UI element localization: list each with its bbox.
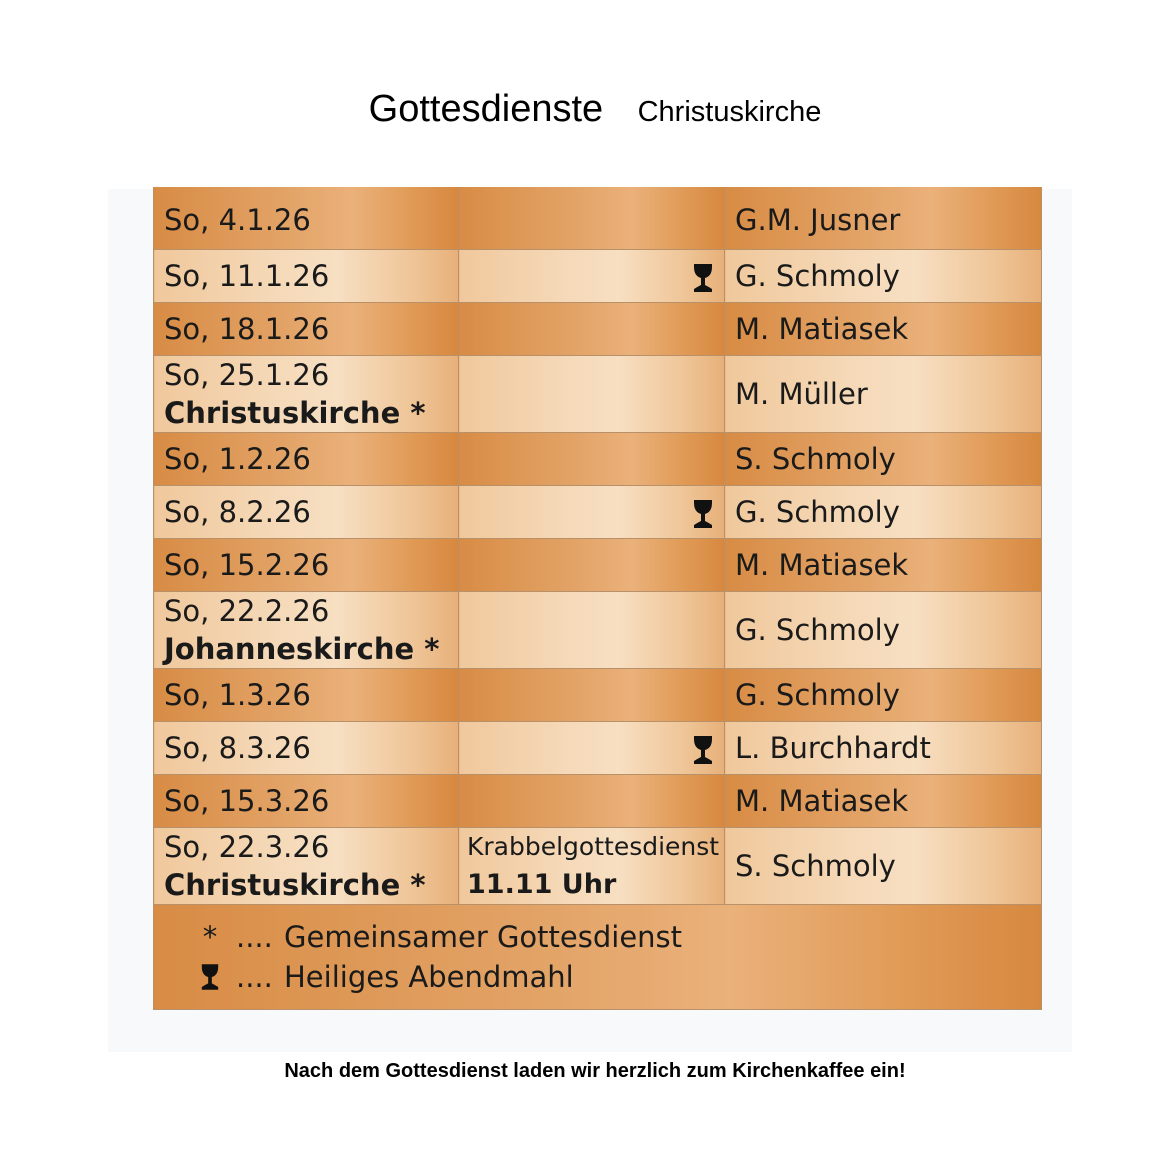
legend-row [154,905,1042,1010]
asterisk-symbol: * [202,920,218,954]
date-cell: So, 4.1.26 [154,187,459,250]
table-row [154,669,1042,722]
note-cell [459,539,725,592]
date-text: So, 22.3.26 [164,830,330,864]
date-cell: So, 8.3.26 [154,722,459,775]
note-cell [459,187,725,250]
legend-label: Heiliges Abendmahl [284,960,574,994]
table-row [154,722,1042,775]
table-row [154,592,1042,669]
preacher-cell: G. Schmoly [725,669,1042,722]
table-row [154,303,1042,356]
note-time: 11.11 Uhr [467,869,617,900]
date-text: So, 25.1.26 [164,358,330,392]
note-cell [459,828,725,905]
note-text: Krabbelgottesdienst [467,832,720,861]
preacher-cell: G. Schmoly [725,486,1042,539]
table-row [154,486,1042,539]
preacher-cell: M. Matiasek [725,775,1042,828]
preacher-cell: G. Schmoly [725,250,1042,303]
note-cell [459,356,725,433]
legend-label: Gemeinsamer Gottesdienst [284,920,683,954]
preacher-cell: S. Schmoly [725,828,1042,905]
preacher-cell: L. Burchhardt [725,722,1042,775]
legend-item [154,917,1041,957]
note-cell [459,722,725,775]
preacher-cell: G.M. Jusner [725,187,1042,250]
note-cell [459,486,725,539]
date-cell: So, 11.1.26 [154,250,459,303]
table-row [154,187,1042,250]
note-cell [459,775,725,828]
date-cell: So, 15.2.26 [154,539,459,592]
chalice-icon [198,957,222,997]
preacher-cell: S. Schmoly [725,433,1042,486]
date-cell: So, 1.3.26 [154,669,459,722]
place-text: Johanneskirche * [164,632,440,666]
date-cell: So, 15.3.26 [154,775,459,828]
date-cell [154,356,459,433]
preacher-cell: G. Schmoly [725,592,1042,669]
chalice-icon [692,735,714,765]
table-row [154,433,1042,486]
preacher-cell: M. Matiasek [725,303,1042,356]
table-row [154,356,1042,433]
chalice-icon [692,263,714,293]
legend [154,905,1042,1010]
page-subtitle: Christuskirche [637,96,822,128]
table-row [154,539,1042,592]
table-row [154,250,1042,303]
preacher-cell: M. Matiasek [725,539,1042,592]
table-row [154,775,1042,828]
place-text: Christuskirche * [164,396,426,430]
note-cell [459,669,725,722]
date-cell: So, 8.2.26 [154,486,459,539]
date-text: So, 22.2.26 [164,594,330,628]
page-header [0,88,1160,131]
page-title: Gottesdienste [368,88,604,130]
table-row [154,828,1042,905]
chalice-icon [692,499,714,529]
date-cell: So, 18.1.26 [154,303,459,356]
footer-note: Nach dem Gottesdienst laden wir herzlich zum Kirchenkaffee ein! [284,1060,906,1082]
date-cell [154,828,459,905]
date-cell [154,592,459,669]
service-schedule-table [153,187,1042,1010]
preacher-cell: M. Müller [725,356,1042,433]
note-cell [459,592,725,669]
legend-dots: .... [236,920,273,954]
note-cell [459,250,725,303]
place-text: Christuskirche * [164,868,426,902]
note-cell [459,303,725,356]
legend-item [154,957,1041,997]
legend-dots: .... [236,960,273,994]
note-cell [459,433,725,486]
date-cell: So, 1.2.26 [154,433,459,486]
